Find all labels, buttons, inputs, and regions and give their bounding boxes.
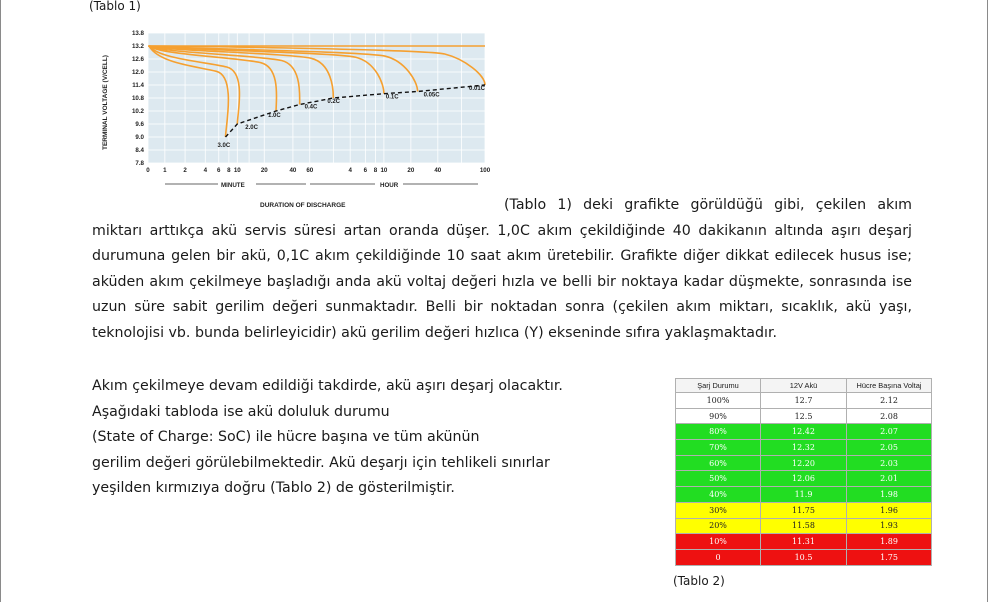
battery-voltage-cell: 12.5 — [761, 408, 847, 424]
x-tick-label: 8 — [373, 167, 378, 174]
left-paragraph-line: Akım çekilmeye devam edildiği takdirde, akü aşırı deşarj olacaktır. — [92, 378, 563, 394]
header-cell-voltage: Hücre Başına Voltaj — [847, 379, 932, 393]
soc-cell: 40% — [676, 487, 761, 503]
soc-table-row — [676, 549, 932, 565]
page-border-left — [0, 0, 1, 602]
main-paragraph — [92, 193, 912, 346]
caption-tablo-2: (Tablo 2) — [673, 574, 725, 588]
cell-voltage-cell: 1.89 — [847, 534, 932, 550]
x-tick-label: 40 — [289, 167, 297, 174]
y-tick-label: 13.8 — [131, 30, 144, 38]
minute-segment-label: MINUTE — [221, 182, 245, 189]
x-tick-label: 60 — [306, 167, 314, 174]
cell-voltage-cell: 2.08 — [847, 408, 932, 424]
soc-table-row — [676, 393, 932, 409]
series-label: 0.05C — [423, 92, 440, 99]
x-tick-label: 8 — [227, 167, 231, 174]
series-label: 0.2C — [327, 99, 341, 105]
soc-table-row — [676, 440, 932, 456]
page-border-right — [987, 0, 988, 602]
cell-voltage-cell: 2.03 — [847, 455, 932, 471]
x-tick-label: 6 — [363, 167, 368, 174]
soc-table-header-row — [676, 379, 932, 393]
hour-segment-label: HOUR — [380, 182, 399, 189]
x-axis-title: DURATION OF DISCHARGE — [260, 202, 346, 209]
left-paragraph — [92, 374, 672, 502]
x-tick-label: 10 — [380, 167, 388, 174]
soc-cell: 90% — [676, 408, 761, 424]
soc-cell: 10% — [676, 534, 761, 550]
soc-table-row — [676, 408, 932, 424]
cell-voltage-cell: 2.07 — [847, 424, 932, 440]
y-tick-label: 10.2 — [131, 108, 144, 116]
x-tick-label: 4 — [348, 167, 352, 174]
x-tick-label: 0 — [146, 167, 150, 174]
x-tick-label: 40 — [434, 167, 442, 174]
cell-voltage-cell: 1.96 — [847, 502, 932, 518]
y-tick-label: 9.6 — [135, 121, 144, 129]
soc-table-row — [676, 534, 932, 550]
header-soc: Şarj Durumu — [676, 379, 761, 393]
cell-voltage-cell: 1.75 — [847, 549, 932, 565]
y-tick-label: 9.0 — [135, 134, 144, 142]
battery-voltage-cell: 12.42 — [761, 424, 847, 440]
y-axis-label: TERMINAL VOLTAGE (V/CELL) — [102, 55, 109, 150]
series-label: 0.01C — [469, 86, 486, 92]
soc-table-row — [676, 455, 932, 471]
soc-table — [675, 378, 932, 566]
battery-voltage-cell: 10.5 — [761, 549, 847, 565]
series-label: 3.0C — [217, 143, 231, 149]
caption-tablo-1: (Tablo 1) — [89, 0, 141, 13]
soc-table-row — [676, 471, 932, 487]
soc-cell: 80% — [676, 424, 761, 440]
left-paragraph-line: (State of Charge: SoC) ile hücre başına ve tüm akünün — [92, 429, 480, 445]
x-tick-label: 20 — [407, 167, 415, 174]
soc-cell: 30% — [676, 502, 761, 518]
y-tick-label: 7.8 — [135, 160, 144, 168]
left-paragraph-line: gerilim değeri görülebilmektedir. Akü deşarjı için tehlikeli sınırlar — [92, 454, 550, 471]
discharge-chart — [90, 20, 500, 210]
soc-cell: 60% — [676, 455, 761, 471]
soc-cell: 100% — [676, 393, 761, 409]
left-paragraph-line: Aşağıdaki tabloda ise akü doluluk durumu — [92, 403, 390, 420]
battery-voltage-cell: 12.06 — [761, 471, 847, 487]
battery-voltage-cell: 11.58 — [761, 518, 847, 534]
soc-cell: 50% — [676, 471, 761, 487]
soc-table-row — [676, 518, 932, 534]
x-tick-label: 10 — [233, 167, 241, 174]
soc-cell: 70% — [676, 440, 761, 456]
soc-table-row — [676, 502, 932, 518]
left-paragraph-line: yeşilden kırmızıya doğru (Tablo 2) de gösterilmiştir. — [92, 480, 455, 496]
cell-voltage-cell: 2.12 — [847, 393, 932, 409]
y-tick-label: 10.8 — [131, 95, 144, 103]
soc-table-row — [676, 424, 932, 440]
battery-voltage-cell: 11.31 — [761, 534, 847, 550]
battery-voltage-cell: 11.75 — [761, 502, 847, 518]
x-tick-label: 1 — [163, 167, 167, 174]
soc-cell: 0 — [676, 549, 761, 565]
y-tick-label: 12.6 — [131, 56, 144, 64]
battery-voltage-cell: 12.20 — [761, 455, 847, 471]
cell-voltage-cell: 1.93 — [847, 518, 932, 534]
series-label: 0.1C — [385, 94, 399, 101]
cell-voltage-cell: 2.05 — [847, 440, 932, 456]
header-12v: 12V Akü — [761, 379, 847, 393]
soc-cell: 20% — [676, 518, 761, 534]
battery-voltage-cell: 12.7 — [761, 393, 847, 409]
series-label: 2.0C — [245, 125, 258, 131]
cell-voltage-cell: 2.01 — [847, 471, 932, 487]
x-tick-label: 4 — [203, 167, 208, 174]
soc-table-row — [676, 487, 932, 503]
series-label: 0.4C — [304, 104, 318, 111]
y-tick-label: 11.4 — [132, 82, 144, 90]
soc-table-body — [676, 393, 932, 566]
series-label: 1.0C — [268, 113, 281, 119]
battery-voltage-cell: 12.32 — [761, 440, 847, 456]
y-tick-label: 12.0 — [131, 69, 144, 77]
y-tick-label: 8.4 — [135, 147, 144, 155]
x-tick-label: 6 — [217, 167, 221, 174]
y-tick-label: 13.2 — [131, 43, 144, 51]
main-paragraph-text: (Tablo 1) deki grafikte görüldüğü gibi, çekilen akım miktarı arttıkça akü servis süresi artan oranda düşer. 1,0C akım çekildiğinde 40 dakikanın altında aşırı deşarj durumuna gelen bir akü, 0,1C akım çekildiğinde 10 saat akım üretebilir. Grafikte diğer dikkat edilecek husus ise; aküden akım çekilmeye başladığı anda akü voltaj değeri hızla ve belli bir noktaya kadar düşmekte, sonrasında ise uzun süre sabit gerilim değeri sunmaktadır. Belli bir noktadan sonra (çekilen akım miktarı, sıcaklık, akü yaşı, teknolojisi vb. bunda belirleyicidir) akü gerilim değeri hızlıca (Y) ekseninde sıfıra yaklaşmaktadır. — [92, 197, 912, 341]
cell-voltage-cell: 1.98 — [847, 487, 932, 503]
battery-voltage-cell: 11.9 — [761, 487, 847, 503]
x-tick-label: 20 — [260, 167, 268, 174]
x-tick-label: 2 — [183, 167, 187, 174]
x-tick-label: 100 — [479, 167, 491, 174]
